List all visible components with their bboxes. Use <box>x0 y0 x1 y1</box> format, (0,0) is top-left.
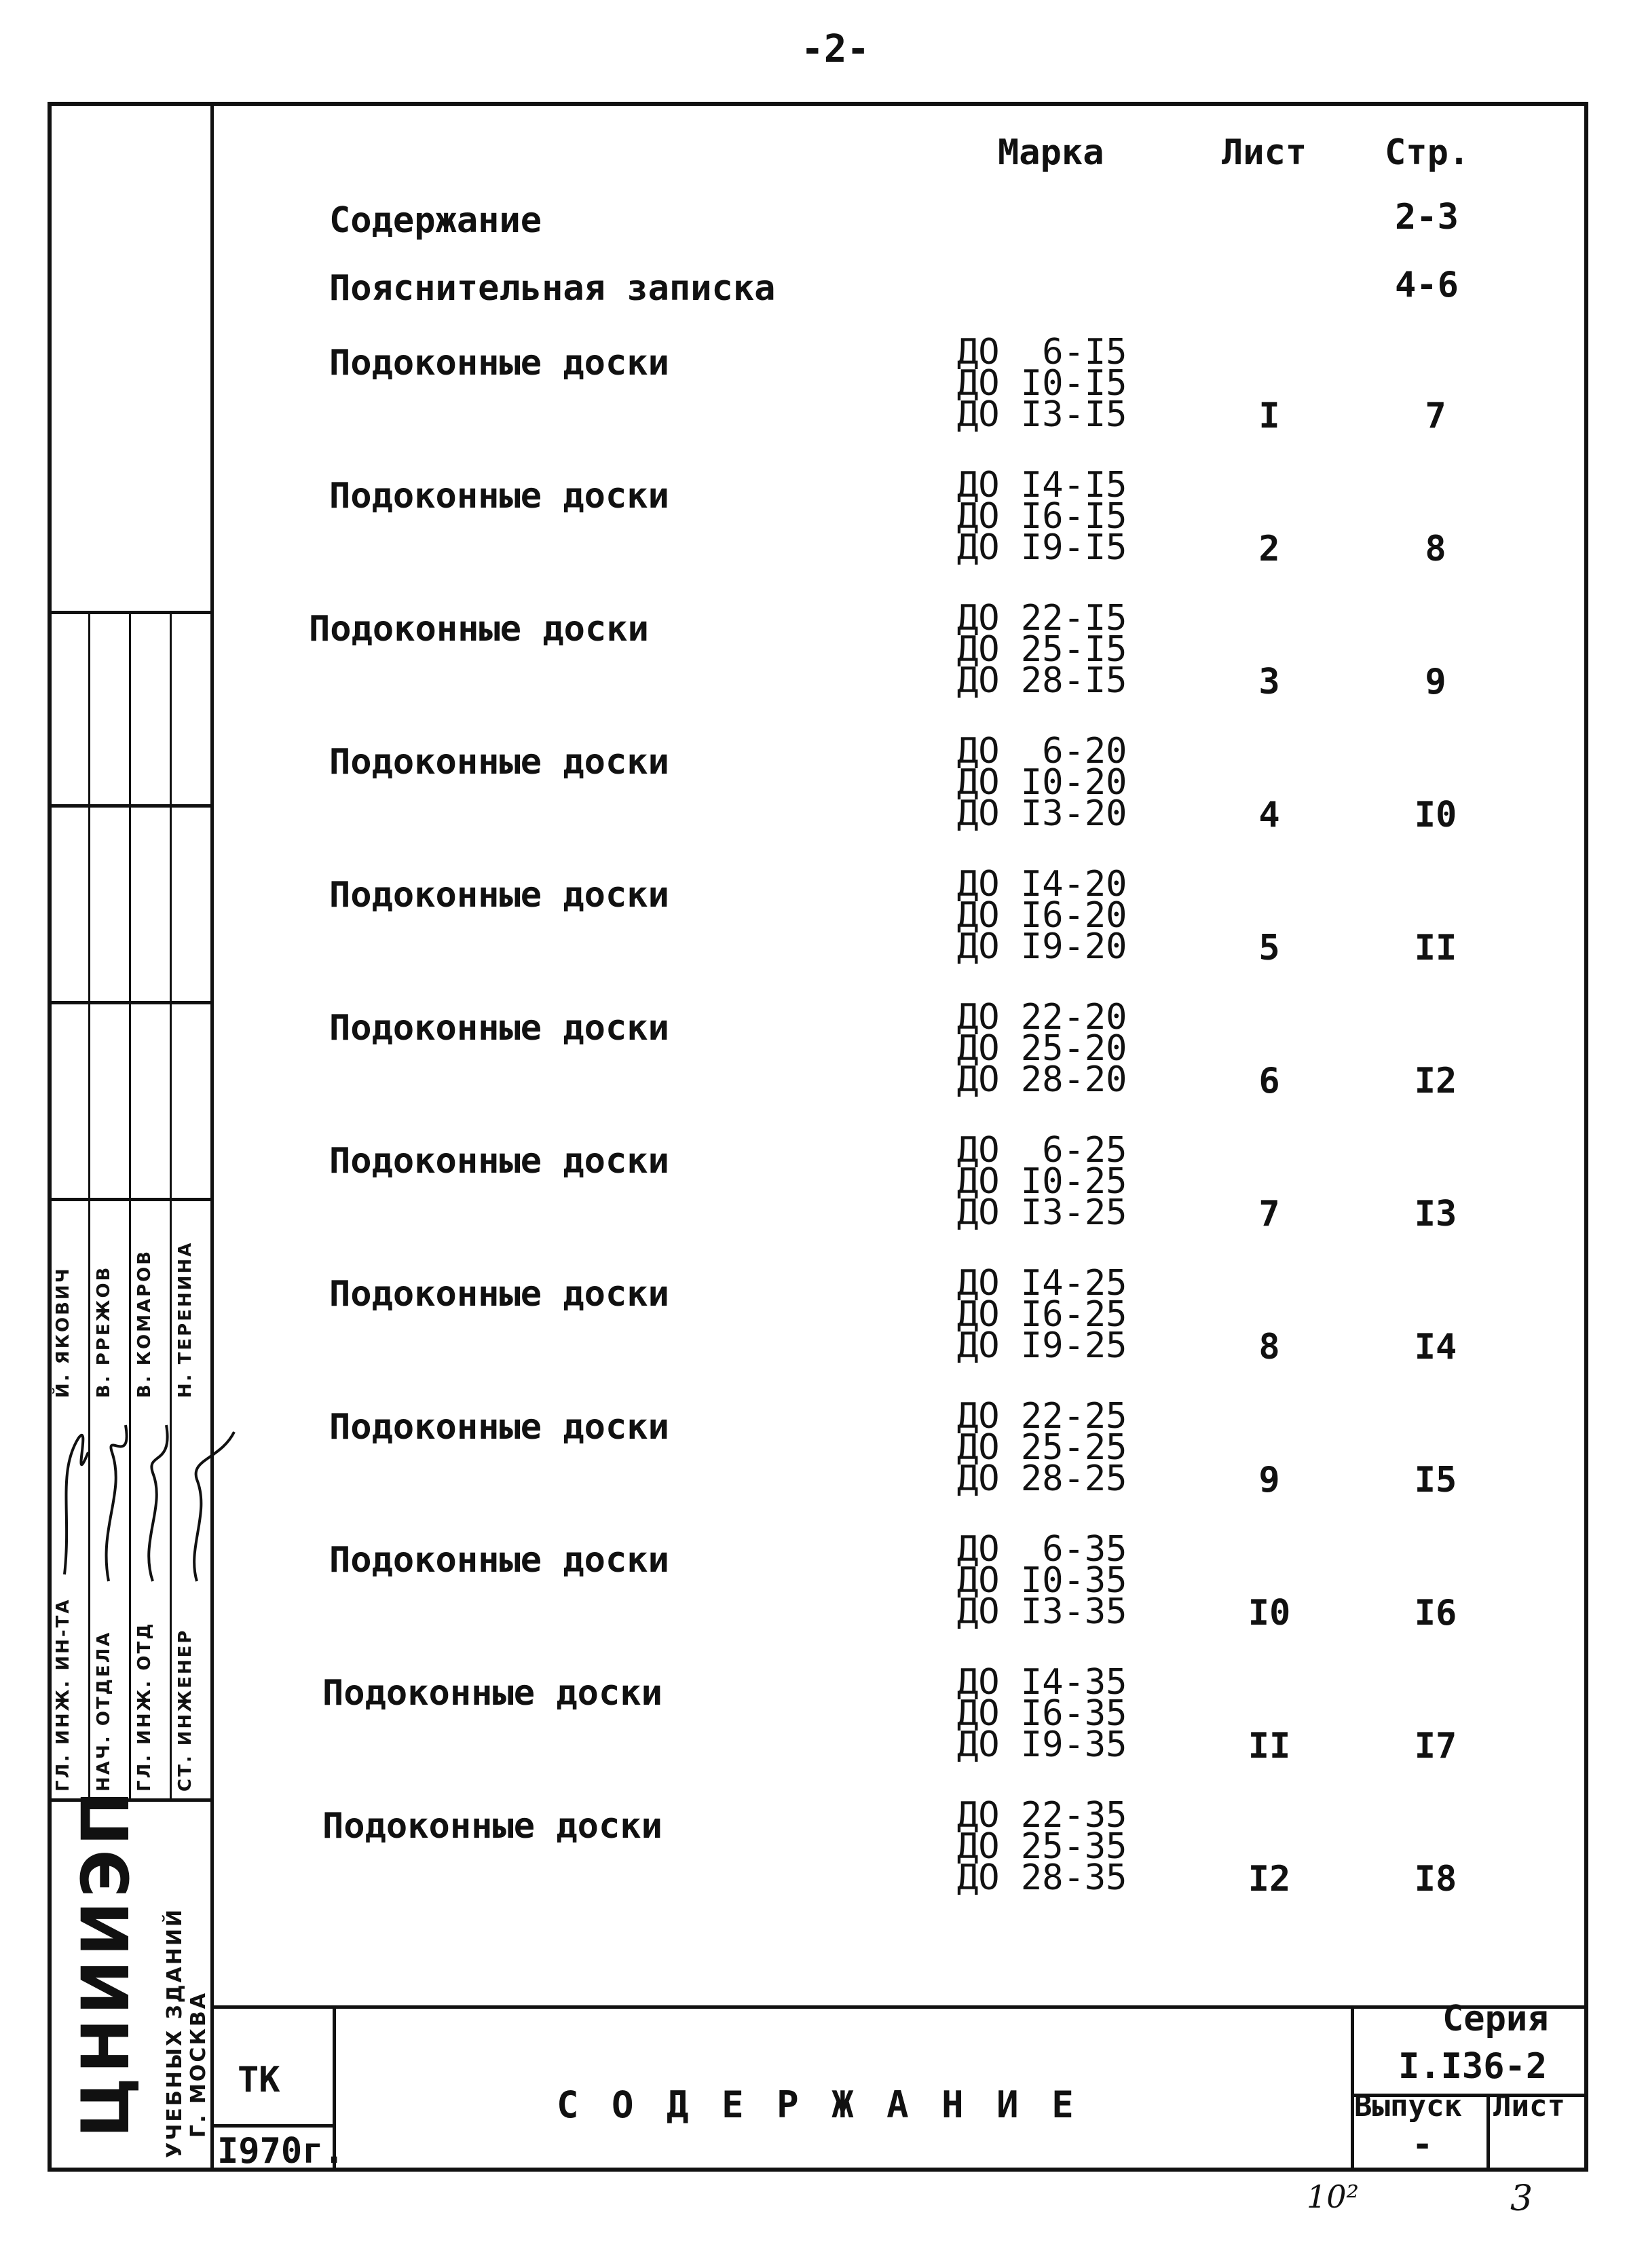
row-mark: ДО 28-I5 <box>957 660 1127 701</box>
row-mark: ДО I6-25 <box>957 1294 1127 1335</box>
signature-role: НАЧ. ОТДЕЛА <box>94 1630 114 1792</box>
header-page: Стр. <box>1385 132 1470 173</box>
signature-role: ГЛ. ИНЖ. ИН-ТА <box>53 1598 73 1792</box>
row-title: Подоконные доски <box>329 1008 669 1048</box>
row-mark: ДО I6-I5 <box>957 496 1127 537</box>
strip-col-line <box>170 611 172 1798</box>
logo-subtitle: УЧЕБНЫХ ЗДАНИЙ <box>163 1907 187 2158</box>
page-number: -2- <box>801 27 870 71</box>
row-mark: ДО I9-25 <box>957 1325 1127 1366</box>
row-sheet: II <box>1248 1726 1291 1766</box>
row-title: Подоконные доски <box>309 609 649 649</box>
stamp-code: ТК <box>238 2060 280 2100</box>
row-page: II <box>1414 928 1457 968</box>
row-sheet: 6 <box>1258 1061 1280 1101</box>
row-sheet: 3 <box>1258 662 1280 702</box>
row-mark: ДО I4-25 <box>957 1263 1127 1304</box>
row-mark: ДО 25-25 <box>957 1427 1127 1468</box>
note-left: 10² <box>1307 2178 1359 2215</box>
row-page: I6 <box>1414 1593 1457 1633</box>
titleblock-rule <box>210 2124 333 2128</box>
row-mark: ДО 6-35 <box>957 1529 1127 1570</box>
row-mark: ДО I3-I5 <box>957 394 1127 435</box>
row-sheet: 4 <box>1258 795 1280 835</box>
row-page: 9 <box>1425 662 1446 702</box>
titleblock-divider <box>1486 2094 1490 2172</box>
row-sheet: 8 <box>1258 1327 1280 1367</box>
row-page: 7 <box>1425 396 1446 436</box>
row-title: Подоконные доски <box>322 1673 662 1714</box>
handwritten-signatures <box>51 1412 248 1588</box>
signature-name: Н. ТЕРЕНИНА <box>175 1241 195 1398</box>
row-sheet: 5 <box>1258 928 1280 968</box>
row-mark: ДО 25-35 <box>957 1826 1127 1867</box>
row-sheet: 9 <box>1258 1460 1280 1500</box>
stamp-year: I970г. <box>217 2131 345 2172</box>
row-title: Подоконные доски <box>329 343 669 383</box>
row-mark: ДО I3-35 <box>957 1591 1127 1632</box>
row-page: I0 <box>1414 795 1457 835</box>
row-mark: ДО 22-20 <box>957 997 1127 1038</box>
row-mark: ДО 6-20 <box>957 731 1127 772</box>
row-title: Подоконные доски <box>329 1407 669 1448</box>
sheet-label: Лист <box>1493 2089 1565 2123</box>
row-title: Подоконные доски <box>329 875 669 915</box>
row-page: 8 <box>1425 529 1446 569</box>
row-mark: ДО I0-20 <box>957 762 1127 803</box>
series-value: I.I36-2 <box>1398 2046 1548 2087</box>
row-page: I3 <box>1414 1194 1457 1234</box>
row-sheet: 2 <box>1258 529 1280 569</box>
issue-value: - <box>1412 2124 1434 2165</box>
series-label: Серия <box>1442 1999 1549 2039</box>
stamp-title: С О Д Е Р Ж А Н И Е <box>557 2083 1079 2126</box>
intro-title: Пояснительная записка <box>329 268 776 309</box>
row-mark: ДО I6-35 <box>957 1693 1127 1734</box>
header-marka: Марка <box>998 132 1104 173</box>
intro-page: 2-3 <box>1395 197 1459 238</box>
strip-col-line <box>129 611 131 1798</box>
row-title: Подоконные доски <box>329 1274 669 1315</box>
row-mark: ДО I4-20 <box>957 864 1127 905</box>
row-mark: ДО I6-20 <box>957 895 1127 936</box>
strip-col-line <box>88 611 90 1798</box>
row-sheet: I <box>1258 396 1280 436</box>
row-page: I7 <box>1414 1726 1457 1766</box>
row-page: I2 <box>1414 1061 1457 1101</box>
row-mark: ДО 25-20 <box>957 1028 1127 1069</box>
row-sheet: 7 <box>1258 1194 1280 1234</box>
logo-name: ЦНИИЭП <box>68 1787 144 2138</box>
row-title: Подоконные доски <box>329 1141 669 1182</box>
signature-name: Й. ЯКОВИЧ <box>53 1266 73 1398</box>
row-mark: ДО I9-35 <box>957 1724 1127 1765</box>
row-mark: ДО I3-25 <box>957 1192 1127 1233</box>
signature-name: В. РРЕЖОВ <box>94 1265 114 1398</box>
drawing-frame <box>48 102 1588 2172</box>
intro-title: Содержание <box>329 200 542 241</box>
row-mark: ДО I9-I5 <box>957 527 1127 568</box>
row-mark: ДО 22-25 <box>957 1396 1127 1437</box>
row-mark: ДО I0-35 <box>957 1560 1127 1601</box>
strip-divider <box>210 102 214 2172</box>
note-right: 3 <box>1510 2178 1533 2219</box>
row-page: I5 <box>1414 1460 1457 1500</box>
header-list: Лист <box>1222 132 1307 173</box>
row-mark: ДО I4-35 <box>957 1662 1127 1703</box>
row-title: Подоконные доски <box>329 742 669 782</box>
row-title: Подоконные доски <box>329 476 669 516</box>
row-title: Подоконные доски <box>322 1806 662 1847</box>
row-mark: ДО I0-25 <box>957 1161 1127 1202</box>
institute-logo <box>48 1787 210 2172</box>
row-mark: ДО 28-20 <box>957 1059 1127 1100</box>
row-title: Подоконные доски <box>329 1540 669 1581</box>
row-mark: ДО 25-I5 <box>957 629 1127 670</box>
row-mark: ДО I9-20 <box>957 926 1127 967</box>
signature-role: ГЛ. ИНЖ. ОТД <box>134 1621 155 1792</box>
logo-city: Г. МОСКВА <box>187 1991 210 2138</box>
row-mark: ДО I0-I5 <box>957 363 1127 404</box>
intro-page: 4-6 <box>1395 265 1459 305</box>
row-page: I8 <box>1414 1859 1457 1900</box>
row-mark: ДО 28-25 <box>957 1458 1127 1499</box>
row-mark: ДО 22-35 <box>957 1795 1127 1836</box>
row-sheet: I0 <box>1248 1593 1291 1633</box>
signature-name: В. КОМАРОВ <box>134 1249 155 1398</box>
row-mark: ДО 6-I5 <box>957 332 1127 373</box>
row-mark: ДО 6-25 <box>957 1130 1127 1171</box>
row-page: I4 <box>1414 1327 1457 1367</box>
row-sheet: I2 <box>1248 1859 1291 1900</box>
row-mark: ДО I4-I5 <box>957 465 1127 506</box>
issue-label: Выпуск <box>1354 2089 1462 2123</box>
titleblock-top <box>210 2005 1588 2009</box>
signature-role: СТ. ИНЖЕНЕР <box>175 1628 195 1792</box>
row-mark: ДО I3-20 <box>957 793 1127 834</box>
row-mark: ДО 28-35 <box>957 1857 1127 1898</box>
row-mark: ДО 22-I5 <box>957 598 1127 639</box>
